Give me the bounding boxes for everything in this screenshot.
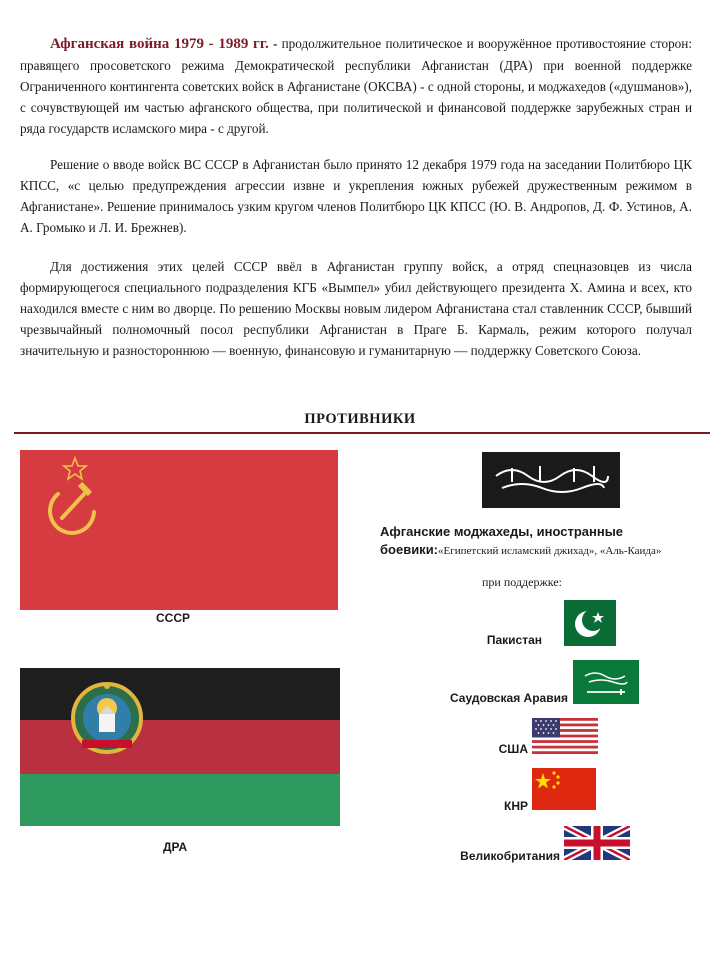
supporter-prc: КНР <box>504 799 528 813</box>
supporter-uk: Великобритания <box>460 849 560 863</box>
saudi-flag <box>573 660 639 704</box>
decision-paragraph: Решение о вводе войск ВС СССР в Афганистан было принято 12 декабря 1979 года на заседании Политбюро ЦК КПСС, «с целью предупреждения агрессии извне и укрепления южных рубежей дружественным режимом в Афганистане». Решение принималось узким кругом членов Политбюро ЦК КПСС (Ю. В. Андропов, Д. Ф. Устинов, А. А. Громыко и Л. И. Брежнев). <box>20 157 692 235</box>
supporter-saudi-arabia: Саудовская Аравия <box>449 691 568 705</box>
mujahideen-groups: «Египетский исламский джихад», «Аль-Каида» <box>438 545 662 557</box>
support-label: при поддержке: <box>482 575 562 589</box>
article-title: Афганская война 1979 - 1989 гг. <box>50 36 269 52</box>
supporter-usa: США <box>498 742 528 756</box>
ussr-flag <box>20 450 338 610</box>
dra-label: ДРА <box>163 840 188 854</box>
title-dash: - <box>268 36 282 51</box>
mujahideen-label: Афганские моджахеды, иностранные боевики: <box>380 524 624 557</box>
stars-stripes-icon <box>532 718 598 754</box>
china-stars-icon <box>532 768 596 810</box>
section-heading: ПРОТИВНИКИ <box>304 411 416 427</box>
ussr-label: СССР <box>156 611 191 625</box>
intro-text: продолжительное политическое и вооружённое противостояние сторон: правящего просоветского режима Демократической республики Афганистан (ДРА) при военной поддержке Ограниченного контингента советских войск в Афганистане (ОКСВА) - с одной стороны, и моджахедов («душманов»), с сочувствующей им частью афганского общества, при политической и финансовой поддержке зарубежных стран и ряда государств исламского мира - с другой. <box>20 36 692 136</box>
prc-flag <box>532 768 596 810</box>
union-jack-icon <box>564 826 630 860</box>
calligraphy-icon <box>482 452 620 508</box>
shahada-sword-icon <box>573 660 639 704</box>
usa-flag <box>532 718 598 754</box>
mujahideen-flag <box>482 452 620 508</box>
dra-flag <box>20 668 340 826</box>
pakistan-flag <box>546 600 616 646</box>
mujahideen-description <box>380 523 700 560</box>
intro-paragraph <box>20 33 692 139</box>
crescent-star-icon <box>564 600 616 646</box>
supporter-pakistan: Пакистан <box>486 633 542 647</box>
operation-paragraph: Для достижения этих целей СССР ввёл в Афганистан группу войск, а отряд спецназовцев из числа формирующегося специального подразделения КГБ «Вымпел» убил действующего президента Х. Амина и всех, кто находился вместе с ним во дворце. По решению Москвы новым лидером Афганистана стал ставленник СССР, бывший чрезвычайный полномочный посол республики Афганистан в Праге Б. Кармаль, режим которого получал значительную и разностороннюю — военную, финансовую и гуманитарную — поддержку Советского Союза. <box>20 259 692 358</box>
hammer-sickle-star-icon <box>20 450 338 610</box>
dra-emblem-icon <box>68 678 146 758</box>
section-divider <box>14 432 710 434</box>
uk-flag <box>564 826 630 860</box>
